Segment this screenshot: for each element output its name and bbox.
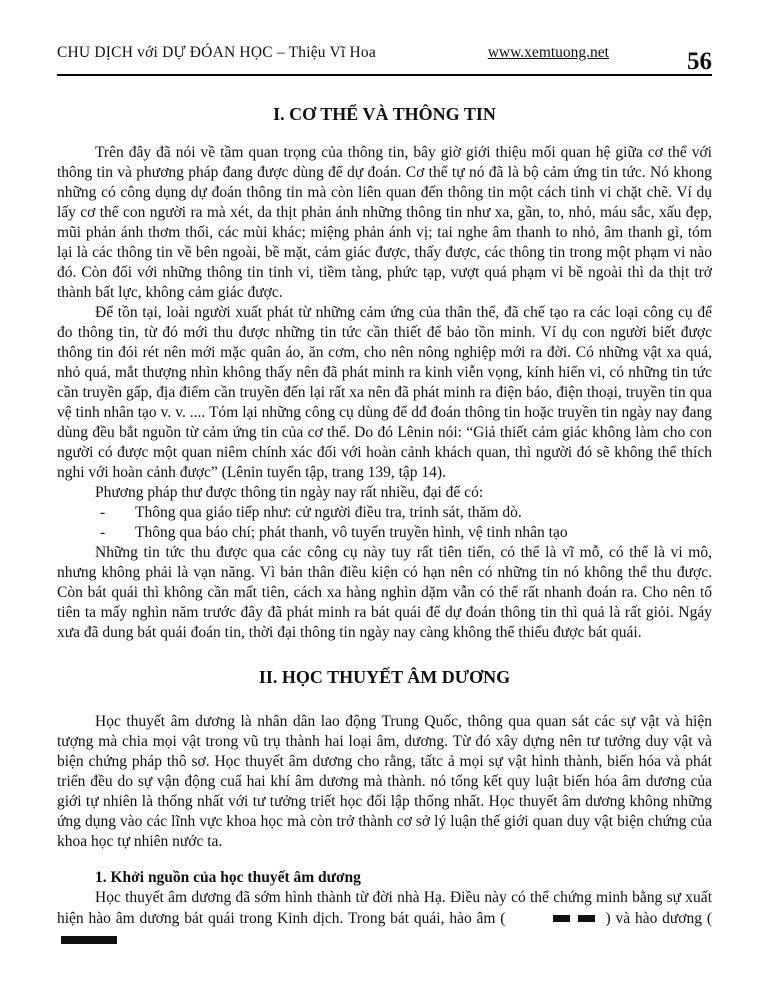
list-item-text: Thông qua giáo tiếp như: cử người điều tra, trinh sát, thăm dò. — [135, 504, 522, 521]
paragraph: Phương pháp thư được thông tin ngày nay rất nhiều, đại để có: — [95, 484, 484, 501]
section-2-title: II. HỌC THUYẾT ÂM DƯƠNG — [258, 667, 511, 687]
book-title: CHU DỊCH với DỰ ĐÓAN HỌC – Thiệu Vĩ Hoa — [57, 44, 376, 61]
paragraph-with-symbols — [57, 888, 712, 951]
paragraph: Những tin tức thu được qua các công cụ này tuy rất tiên tiến, có thể là vĩ mỗ, có thể là vi mô, nhưng không phải là vạn năng. Vì bản thân điều kiện có hạn nên có những tin nó không thể thu được. Còn bát quái thì không cần mất tiên, cách xa hàng nghìn dặm vẫn có thể rất nhanh đoán ra. Cho nên tổ tiên ta mấy nghìn năm trước đây đã phát minh ra bát quái để dự đoán thông tin thì quả là rất giỏi. Ngáy xưa đã dung bát quái đoán tin, thời đại thông tin ngày nay càng không thể thiếu được bát quái. — [57, 544, 712, 641]
list-item — [57, 503, 712, 523]
page-number: 56 — [687, 48, 712, 75]
subsection-1-title: 1. Khởi nguồn của học thuyết âm dương — [95, 869, 361, 886]
list-item — [57, 523, 712, 543]
paragraph-text-part1: Học thuyết âm dương đã sớm hình thành từ đời nhà Hạ. Điều này có thể chứng minh bằng sự xuất hiện hào âm dương bát quái trong Kinh dịch. Trong bát quái, hào âm ( — [57, 889, 712, 928]
list-item-text: Thông qua báo chí; phát thanh, vô tuyến truyền hình, vệ tinh nhân tạo — [135, 524, 568, 541]
paragraph: Trên đây đã nói về tầm quan trọng của thông tin, bây giờ giới thiệu mối quan hệ giữa cơ thể với thông tin và phương pháp đang được dùng để dự đoán. Cơ thể tự nó đã là bộ cảm ứng tin tức. Nó khong những có công dụng dự đoán thông tin mà còn liên quan đến thông tin một cách tinh vi chặt chẽ. Ví dụ lấy cơ thể con người ra mà xét, da thịt phản ánh những thông tin như xa, gần, to, nhỏ, máu sắc, xấu đẹp, mũi phản ánh thơm thối, các mùi khác; miệng phản ánh vị; tai nghe âm thanh to nhỏ, âm thanh gì, tóm lại là các thông tin về bên ngoài, bề mặt, cảm giác được, thấy được, các thông tin trong một phạm vi nào đó. Còn đối với những thông tin tinh vi, tiềm tàng, phức tạp, vượt quá phạm vi bề ngoài thì da thịt trở thành bất lực, không cảm giác được. — [57, 144, 712, 301]
paragraph: Học thuyết âm dương là nhân dân lao động Trung Quốc, thông qua quan sát các sự vật và hiện tượng mà chia mọi vật trong vũ trụ thành hai loại âm, dương. Từ đó xây dựng nên tư tưởng duy vật và biện chứng pháp thô sơ. Học thuyết âm dương cho rằng, tấtc ả mọi sự vật hình thành, biến hóa và phát triển đều do sự vận động cuẩ hai khí âm dương mà thành. nó tổng kết quy luật biến hóa âm dương của giới tự nhiên là thống nhất với tư tưởng triết học đối lập thống nhất. Học thuyết âm dương không những ứng dụng vào các lĩnh vực khoa học mà còn trở thành cơ sở lý luận thế giới quan duy vật biện chứng của khoa học tự nhiên nước ta. — [57, 713, 712, 850]
paragraph: Để tồn tại, loài người xuất phát từ những cảm ứng của thân thể, đã chế tạo ra các loại công cụ để đo thông tin, từ đó mới thu được những tin tức cần thiết để bảo tồn minh. Ví dụ con người biết được thông tin đói rét nên mới mặc quân áo, ăn cơm, cho nên nông nghiệp mới ra đời. Có những vật xa quá, nhỏ quá, mắt thượng nhìn không thấy nên đã phát minh ra kinh viễn vọng, kính hiển vi, có những tin tức cần truyền gấp, địa điểm cần truyền đến lại rất xa nên đã phát minh ra điện báo, điện thoại, truyền tin qua vệ tinh nhân tạo v. v. .... Tóm lại những công cụ dùng để dđ đoán thông tin hoặc truyền tin ngày nay đang dùng đều bắt nguồn từ cảm ứng tin của cơ thể. Do đó Lênin nói: “Giả thiết cảm giác không làm cho con người có được một quan niêm chính xác đối với hoàn cảnh khách quan, thì người đó sẽ không thể thích nghi với hoàn cảnh được” (Lênin tuyển tập, trang 139, tập 14). — [57, 304, 712, 481]
list-dash: - — [100, 504, 106, 521]
yang-solid-line-icon — [61, 936, 117, 944]
section-1-title: I. CƠ THỂ VÀ THÔNG TIN — [273, 104, 496, 124]
website-link[interactable]: www.xemtuong.net — [487, 44, 609, 61]
list-dash: - — [100, 524, 106, 541]
page-header — [57, 44, 712, 75]
paragraph-text-part2: ) và hào dương ( — [605, 910, 713, 928]
yin-broken-line-icon — [515, 908, 595, 928]
header-divider — [57, 74, 712, 76]
